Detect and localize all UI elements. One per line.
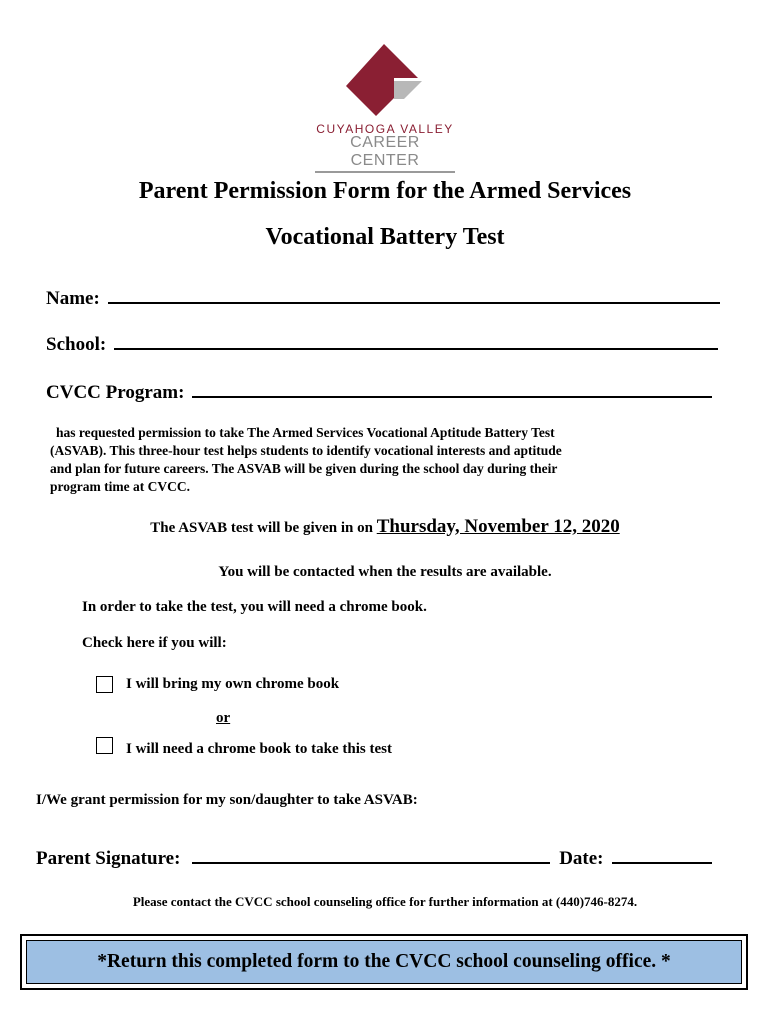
program-field [46,378,712,404]
logo-text-line1: CUYAHOGA VALLEY [316,122,454,136]
name-input-line[interactable] [108,284,720,304]
signature-row [36,844,712,870]
chromebook-intro: In order to take the test, you will need a chrome book. [82,599,427,615]
contact-info: Please contact the CVCC school counseling office for further information at (440)746-8274. [132,894,638,909]
intro-paragraph [50,424,640,496]
program-label: CVCC Program: [46,382,185,403]
name-label: Name: [46,288,100,309]
permission-statement: I/We grant permission for my son/daughter to take ASVAB: [36,792,418,808]
test-date-line [0,516,770,538]
school-label: School: [46,334,107,355]
results-note: You will be contacted when the results are available. [218,564,552,580]
return-notice: *Return this completed form to the CVCC school counseling office. * [26,940,742,984]
test-date-value: Thursday, November 12, 2020 [376,516,620,537]
option2-label: I will need a chrome book to take this test [126,741,392,757]
cvcc-logo [310,40,460,169]
intro-line: program time at CVCC. [50,479,190,494]
date-label: Date: [559,848,604,869]
bring-own-chromebook-checkbox[interactable] [96,676,113,693]
signature-label: Parent Signature: [36,848,181,869]
program-input-line[interactable] [192,378,712,398]
check-here-label: Check here if you will: [82,635,227,651]
return-notice-box [20,934,748,990]
logo-diamond-icon [310,40,460,122]
school-field [46,330,718,356]
form-title-line1: Parent Permission Form for the Armed Services [138,178,632,204]
intro-line: (ASVAB). This three-hour test helps students to identify vocational interests and aptitude [50,443,562,458]
form-title-line2: Vocational Battery Test [265,224,505,250]
need-chromebook-checkbox[interactable] [96,737,113,754]
test-date-prefix: The ASVAB test will be given in on [150,520,373,536]
intro-line: and plan for future careers. The ASVAB will be given during the school day during their [50,461,558,476]
option1-label: I will bring my own chrome book [126,676,340,692]
or-separator: or [216,710,231,726]
name-field [46,284,720,310]
intro-line: has requested permission to take The Armed Services Vocational Aptitude Battery Test [56,425,555,440]
school-input-line[interactable] [114,330,718,350]
signature-input-line[interactable] [192,844,550,864]
date-input-line[interactable] [612,844,712,864]
logo-text-line2: CAREER CENTER [315,134,455,173]
